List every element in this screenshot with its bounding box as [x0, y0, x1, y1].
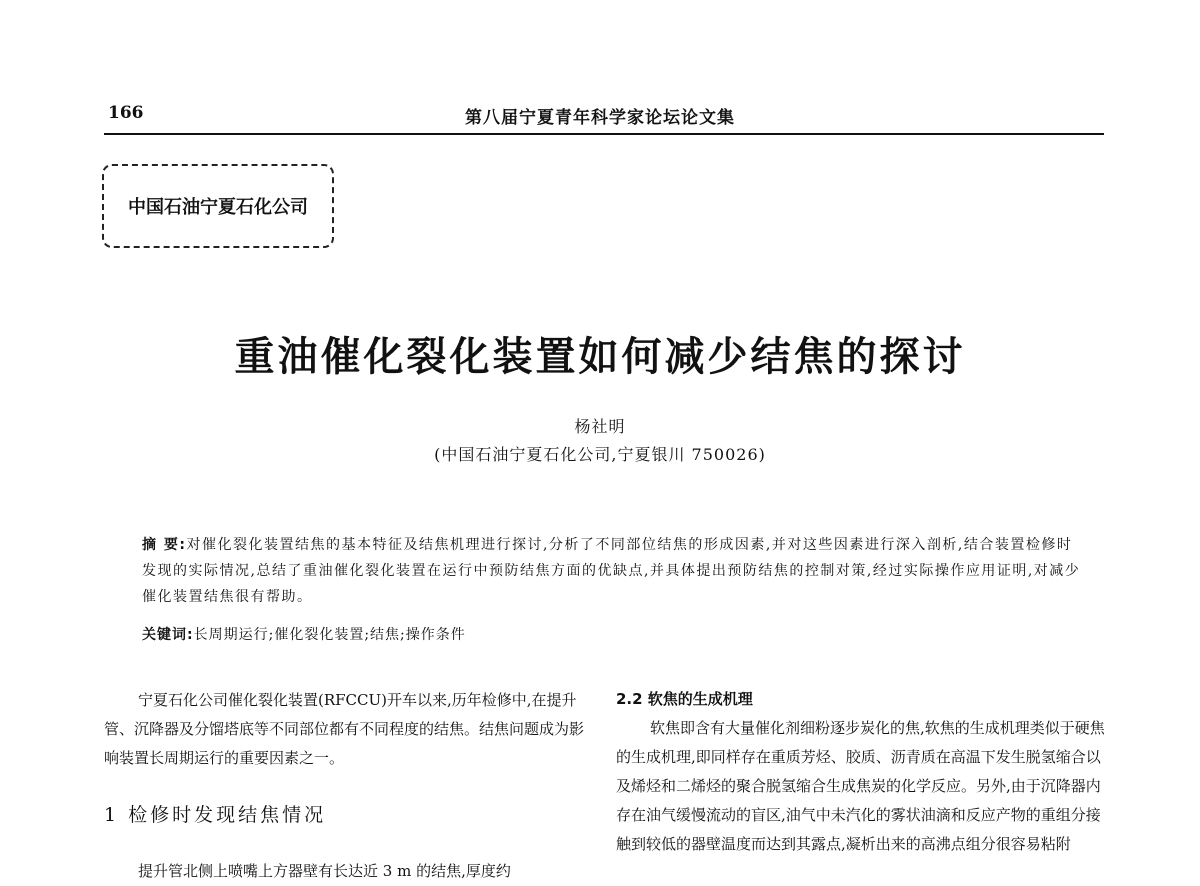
section-1-paragraph: 提升管北侧上喷嘴上方器壁有长达近 3 m 的结焦,厚度约: [138, 862, 511, 880]
abstract-text: 对催化裂化装置结焦的基本特征及结焦机理进行探讨,分析了不同部位结焦的形成因素,并对这些因素进行深入剖析,结合装置检修时发现的实际情况,总结了重油催化裂化装置在运行中预防结焦方面的优缺点,并具体提出预防结焦的控制对策,经过实际操作应用证明,对减少催化装置结焦很有帮助。: [142, 537, 1081, 605]
keywords-text: 长周期运行;催化裂化装置;结焦;操作条件: [193, 627, 466, 643]
header-rule: [104, 133, 1104, 135]
paper-title: 重油催化裂化装置如何减少结焦的探讨: [234, 333, 966, 380]
author-affiliation: (中国石油宁夏石化公司,宁夏银川 750026): [434, 445, 766, 464]
section-1-heading: 1 检修时发现结焦情况: [104, 804, 327, 826]
author-name: 杨社明: [574, 417, 626, 436]
affiliation-box-label: 中国石油宁夏石化公司: [128, 197, 308, 218]
section-2-2-paragraph: 软焦即含有大量催化剂细粉逐步炭化的焦,软焦的生成机理类似于硬焦的生成机理,即同样存在重质芳烃、胶质、沥青质在高温下发生脱氢缩合以及烯烃和二烯烃的聚合脱氢缩合生成焦炭的化学反应。另外,由于沉降器内存在油气缓慢流动的盲区,油气中未汽化的雾状油滴和反应产物的重组分接触到较低的器壁温度而达到其露点,凝析出来的高沸点组分很容易粘附: [616, 719, 1105, 853]
page-number: 166: [108, 103, 144, 123]
intro-paragraph: 宁夏石化公司催化裂化装置(RFCCU)开车以来,历年检修中,在提升管、沉降器及分馏塔底等不同部位都有不同程度的结焦。结焦问题成为影响装置长周期运行的重要因素之一。: [104, 691, 585, 767]
running-header: 第八届宁夏青年科学家论坛论文集: [465, 108, 735, 128]
abstract: [142, 532, 1082, 610]
abstract-label: 摘 要:: [142, 537, 187, 553]
section-2-2-heading: 2.2 软焦的生成机理: [616, 690, 753, 708]
keywords: [142, 624, 1082, 644]
keywords-label: 关键词:: [142, 627, 194, 643]
